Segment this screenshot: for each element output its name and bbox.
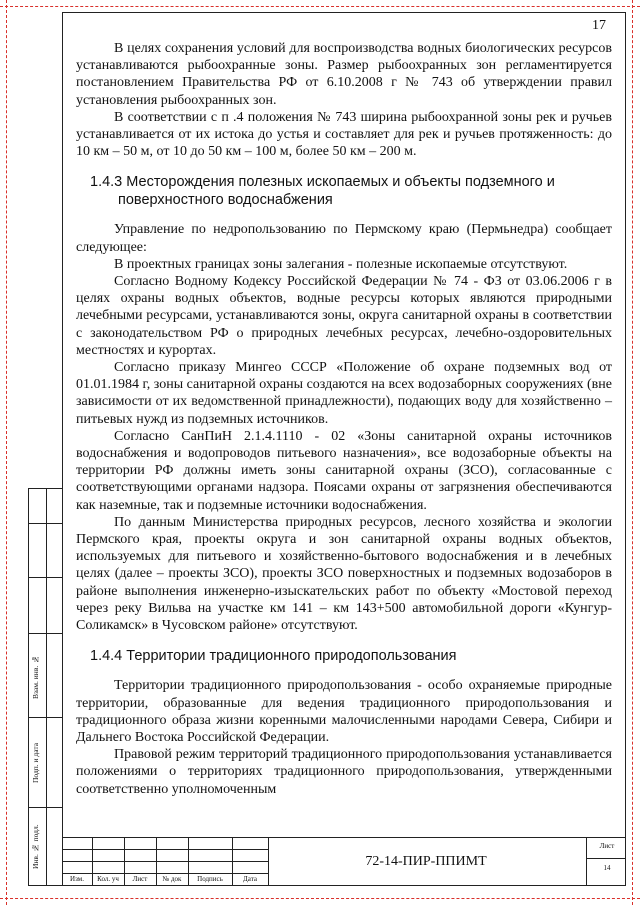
paragraph: Правовой режим территорий традиционного природопользования устанавливается положениями о территориях традиционного природопользования, утвержденными соответственно уполномоченным — [76, 747, 612, 797]
paragraph: Управление по недропользованию по Пермскому краю (Пермьнедра) сообщает следующее: — [76, 222, 612, 255]
paragraph: В соответствии с п .4 положения № 743 ширина рыбоохранной зоны рек и ручьев устанавливается от их истока до устья и составляет для рек и ручьев протяженность: до 10 км – 50 м, от 10 до 50 км – 100 м, более 50 км – 200 м. — [76, 109, 612, 160]
stamp-col-revision: Изм. — [70, 875, 84, 883]
paragraph: Территории традиционного природопользования - особо охраняемые природные территории, образованные для ведения традиционного природопользования и традиционного образа жизни коренными малочисленными народами Севера, Сибири и Дальнего Востока Российской Федерации. — [76, 678, 612, 745]
paragraph: Согласно приказу Мингео СССР «Положение об охране подземных вод от 01.01.1984 г, зоны санитарной охраны создаются на всех водозаборных сооружениях (вне зависимости от их ведомственной принадлежности), подающих воду для хозяйственно – питьевых нужд из подземных источников. — [76, 360, 612, 427]
paragraph: По данным Министерства природных ресурсов, лесного хозяйства и экологии Пермского края, проекты округа и зон санитарной охраны водных объектов, используемых для питьевого и хозяйственно-бытового водоснабжения и в лечебных целях (далее – проекты ЗСО), проекты ЗСО поверхностных и подземных водозаборов в районе выполнения инженерно-изыскательских работ по объекту «Мостовой переход через реку Вильва на участке км 141 – км 143+500 автомобильной дороги «Кунгур-Соликамск» в Чусовском районе» отсутствуют. — [76, 514, 612, 634]
side-column-divider — [46, 489, 47, 885]
stamp-col-count: Кол. уч — [97, 875, 119, 883]
paragraph: Согласно СанПиН 2.1.4.1110 - 02 «Зоны санитарной охраны источников водоснабжения и водопроводов питьевого назначения», все водозаборные объекты на территории РФ должны иметь зоны санитарной охраны (ЗСО), согласованные с соответствующими органами надзора. Поясами охраны от загрязнения обеспечиваются как наземные, так и подземные источники водоснабжения. — [76, 428, 612, 513]
side-row-divider — [29, 807, 63, 808]
paragraph: Согласно Водному Кодексу Российской Федерации № 74 - ФЗ от 03.06.2006 г в целях охраны водных объектов, водные ресурсы которых являются природными лечебными ресурсами, устанавливаются зоны, округа санитарной охраны в соответствии с законодательством РФ о природных лечебных ресурсах, лечебно-оздоровительных местностях и курортах. — [76, 274, 612, 358]
section-heading-1-4-4: 1.4.4 Территории традиционного природопользования — [90, 648, 457, 665]
cut-line-right — [632, 0, 633, 905]
sheet-number: 14 — [603, 864, 611, 872]
paragraph: В проектных границах зоны залегания - полезные ископаемые отсутствуют. — [114, 256, 568, 272]
cut-line-top — [0, 6, 640, 7]
cut-line-left — [6, 0, 7, 905]
stamp-col-signature: Подпись — [197, 875, 223, 883]
paragraph: В целях сохранения условий для воспроизводства водных биологических ресурсов устанавливаются рыбоохранные зоны. Размер рыбоохранных зон регламентируется постановлением Правительства РФ от 6.10.2008 г № 743 об утверждении правил установления рыбоохранных зон. — [76, 41, 612, 108]
sheet-label: Лист — [599, 842, 615, 850]
side-label-signature-date: Подп. и дата — [31, 742, 40, 784]
stamp-row-line — [586, 858, 626, 859]
document-code: 72-14-ПИР-ППИМТ — [365, 854, 487, 869]
side-row-divider — [29, 523, 63, 524]
side-label-replacement-inventory: Взам. инв. № — [31, 654, 40, 700]
section-heading-1-4-3: 1.4.3 Месторождения полезных ископаемых и объекты подземного и поверхностного водоснабжения — [90, 174, 555, 209]
side-label-original-inventory: Инв. № подл. — [31, 824, 40, 870]
stamp-col-date: Дата — [243, 875, 257, 883]
side-row-divider — [29, 633, 63, 634]
page-number: 17 — [592, 18, 606, 33]
title-block — [62, 837, 626, 886]
side-stamp-strip — [28, 488, 62, 886]
cut-line-bottom — [0, 898, 640, 899]
document-body — [76, 40, 612, 798]
stamp-col-doc-number: № док — [162, 875, 182, 883]
stamp-col-sheet: Лист — [132, 875, 148, 883]
stamp-col-line — [586, 838, 587, 886]
side-row-divider — [29, 577, 63, 578]
side-row-divider — [29, 717, 63, 718]
